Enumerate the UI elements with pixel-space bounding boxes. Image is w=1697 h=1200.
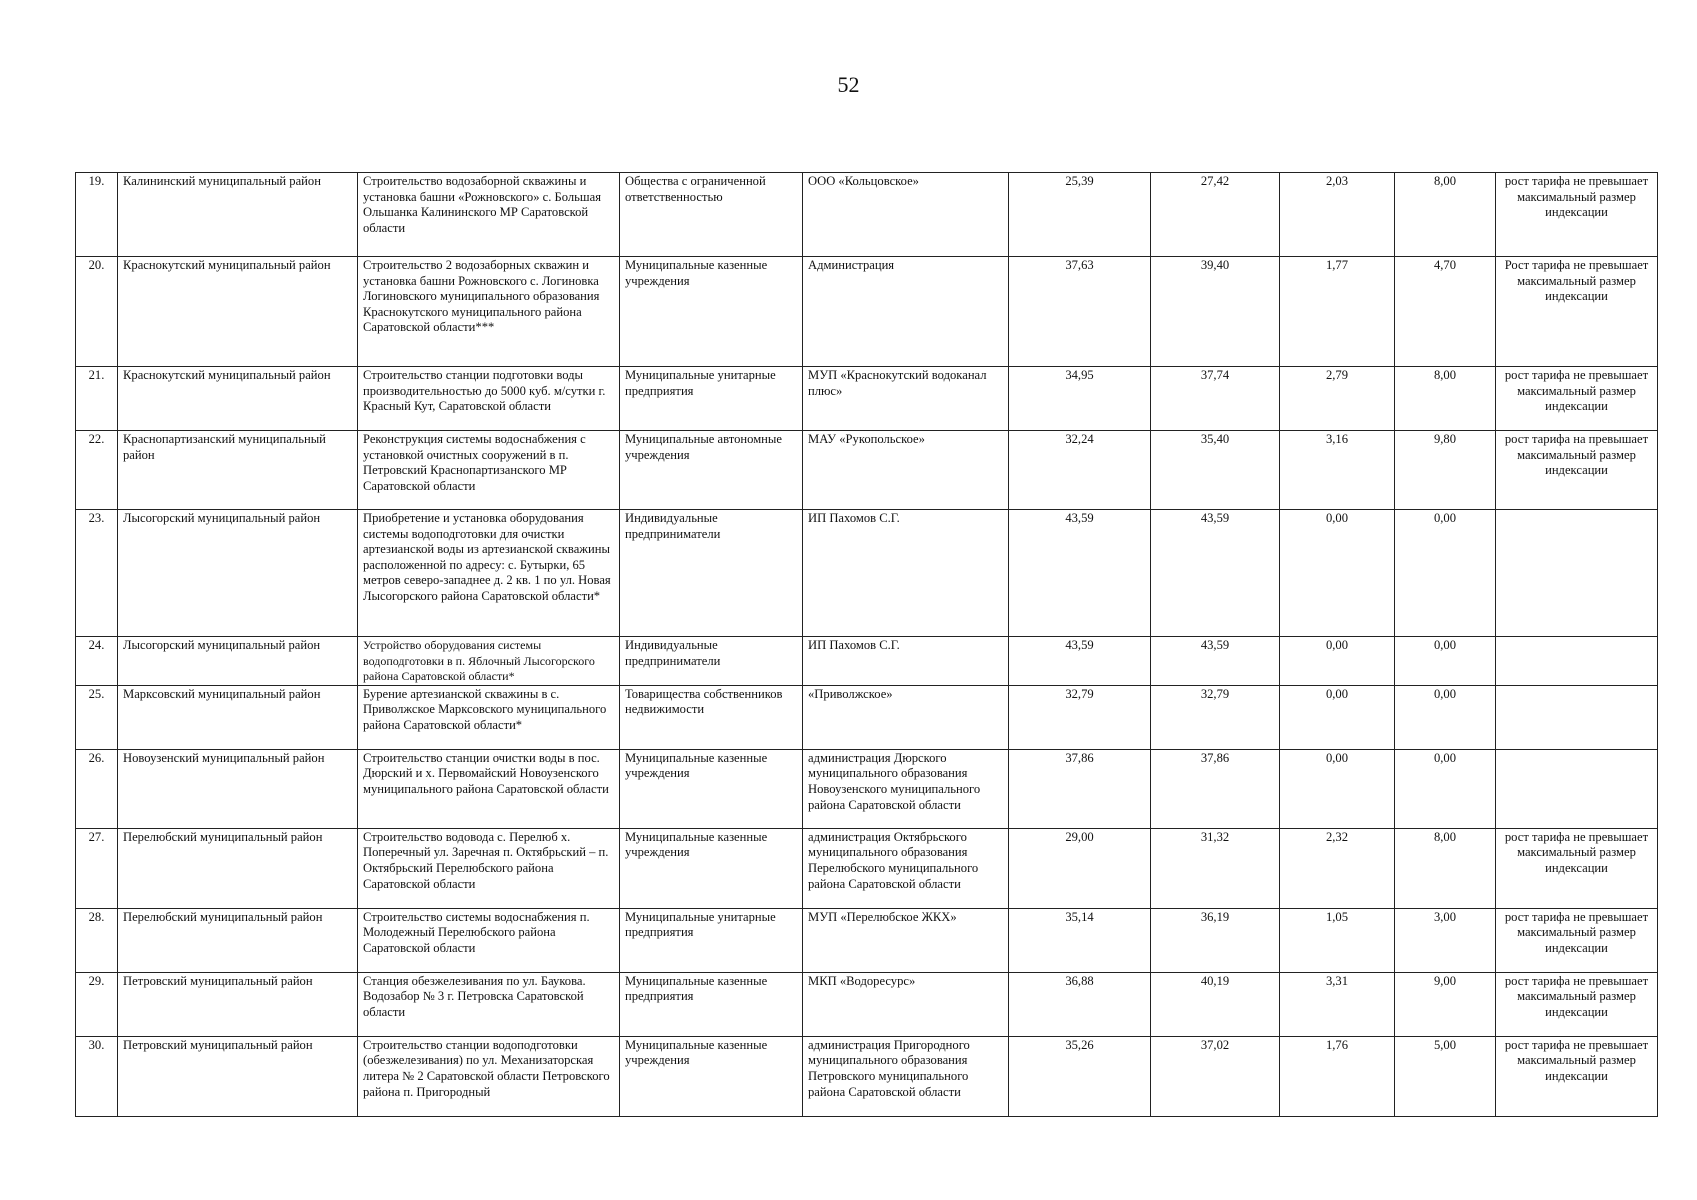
increase-abs-cell: 0,00 [1280, 510, 1395, 637]
org-form-cell: Муниципальные казенные учреждения [620, 257, 803, 367]
project-cell: Устройство оборудования системы водоподготовки в п. Яблочный Лысогорского района Саратовской области* [358, 637, 620, 686]
organization-cell: МУП «Краснокутский водоканал плюс» [803, 367, 1009, 431]
tariff-after-cell: 31,32 [1151, 828, 1280, 908]
note-cell [1496, 637, 1658, 686]
tariff-after-cell: 35,40 [1151, 431, 1280, 510]
district-cell: Лысогорский муниципальный район [118, 510, 358, 637]
note-cell: рост тарифа не превышает максимальный размер индексации [1496, 367, 1658, 431]
project-cell: Реконструкция системы водоснабжения с установкой очистных сооружений в п. Петровский Краснопартизанского МР Саратовской области [358, 431, 620, 510]
row-number: 24. [76, 637, 118, 686]
tariff-before-cell: 37,63 [1009, 257, 1151, 367]
note-cell: рост тарифа не превышает максимальный размер индексации [1496, 1036, 1658, 1116]
district-cell: Перелюбский муниципальный район [118, 828, 358, 908]
table-row [76, 367, 1658, 431]
increase-pct-cell: 9,80 [1395, 431, 1496, 510]
district-cell: Краснокутский муниципальный район [118, 367, 358, 431]
row-number: 22. [76, 431, 118, 510]
district-cell: Краснопартизанский муниципальный район [118, 431, 358, 510]
row-number: 27. [76, 828, 118, 908]
org-form-cell: Муниципальные казенные предприятия [620, 972, 803, 1036]
tariff-before-cell: 32,79 [1009, 685, 1151, 749]
row-number: 20. [76, 257, 118, 367]
org-form-cell: Муниципальные казенные учреждения [620, 1036, 803, 1116]
tariff-before-cell: 25,39 [1009, 173, 1151, 257]
increase-abs-cell: 2,32 [1280, 828, 1395, 908]
project-cell: Строительство водовода с. Перелюб х. Поперечный ул. Заречная п. Октябрьский – п. Октябрьский Перелюбского района Саратовской области [358, 828, 620, 908]
tariff-before-cell: 37,86 [1009, 749, 1151, 828]
table-row [76, 510, 1658, 637]
note-cell: рост тарифа на превышает максимальный размер индексации [1496, 431, 1658, 510]
increase-pct-cell: 9,00 [1395, 972, 1496, 1036]
district-cell: Перелюбский муниципальный район [118, 908, 358, 972]
note-cell: рост тарифа не превышает максимальный размер индексации [1496, 908, 1658, 972]
project-cell: Строительство станции очистки воды в пос. Дюрский и х. Первомайский Новоузенского муниципального района Саратовской области [358, 749, 620, 828]
row-number: 29. [76, 972, 118, 1036]
district-cell: Новоузенский муниципальный район [118, 749, 358, 828]
increase-abs-cell: 3,31 [1280, 972, 1395, 1036]
project-cell: Строительство станции водоподготовки (обезжелезивания) по ул. Механизаторская литера № 2 Саратовской области Петровского района п. Пригородный [358, 1036, 620, 1116]
project-cell: Строительство системы водоснабжения п. Молодежный Перелюбского района Саратовской области [358, 908, 620, 972]
page-number: 52 [837, 72, 860, 97]
org-form-cell: Индивидуальные предприниматели [620, 510, 803, 637]
increase-pct-cell: 0,00 [1395, 510, 1496, 637]
note-cell [1496, 510, 1658, 637]
org-form-cell: Муниципальные казенные учреждения [620, 828, 803, 908]
district-cell: Петровский муниципальный район [118, 1036, 358, 1116]
tariff-after-cell: 32,79 [1151, 685, 1280, 749]
tariff-after-cell: 37,86 [1151, 749, 1280, 828]
organization-cell: администрация Дюрского муниципального образования Новоузенского муниципального района Саратовской области [803, 749, 1009, 828]
table-row [76, 1036, 1658, 1116]
org-form-cell: Муниципальные автономные учреждения [620, 431, 803, 510]
note-cell: Рост тарифа не превышает максимальный размер индексации [1496, 257, 1658, 367]
organization-cell: Администрация [803, 257, 1009, 367]
tariff-before-cell: 35,14 [1009, 908, 1151, 972]
org-form-cell: Товарищества собственников недвижимости [620, 685, 803, 749]
row-number: 19. [76, 173, 118, 257]
table-row [76, 173, 1658, 257]
org-form-cell: Муниципальные унитарные предприятия [620, 367, 803, 431]
note-cell: рост тарифа не превышает максимальный размер индексации [1496, 972, 1658, 1036]
organization-cell: ИП Пахомов С.Г. [803, 510, 1009, 637]
organization-cell: МАУ «Рукопольское» [803, 431, 1009, 510]
tariff-before-cell: 36,88 [1009, 972, 1151, 1036]
row-number: 28. [76, 908, 118, 972]
organization-cell: МУП «Перелюбское ЖКХ» [803, 908, 1009, 972]
tariff-before-cell: 29,00 [1009, 828, 1151, 908]
table-row [76, 685, 1658, 749]
row-number: 23. [76, 510, 118, 637]
row-number: 25. [76, 685, 118, 749]
project-cell: Строительство водозаборной скважины и установка башни «Рожновского» с. Большая Ольшанка Калининского МР Саратовской области [358, 173, 620, 257]
tariff-table [75, 172, 1658, 1117]
increase-pct-cell: 8,00 [1395, 367, 1496, 431]
tariff-after-cell: 27,42 [1151, 173, 1280, 257]
district-cell: Лысогорский муниципальный район [118, 637, 358, 686]
row-number: 21. [76, 367, 118, 431]
org-form-cell: Муниципальные казенные учреждения [620, 749, 803, 828]
note-cell: рост тарифа не превышает максимальный размер индексации [1496, 828, 1658, 908]
project-cell: Приобретение и установка оборудования системы водоподготовки для очистки артезианской воды из артезианской скважины расположенной по адресу: с. Бутырки, 65 метров северо-западнее д. 2 кв. 1 по ул. Новая Лысогорского района Саратовской области* [358, 510, 620, 637]
tariff-after-cell: 43,59 [1151, 510, 1280, 637]
project-cell: Строительство 2 водозаборных скважин и установка башни Рожновского с. Логиновка Логиновского муниципального образования Краснокутского муниципального района Саратовской области*** [358, 257, 620, 367]
district-cell: Петровский муниципальный район [118, 972, 358, 1036]
increase-pct-cell: 8,00 [1395, 173, 1496, 257]
tariff-after-cell: 43,59 [1151, 637, 1280, 686]
tariff-before-cell: 43,59 [1009, 510, 1151, 637]
increase-abs-cell: 2,79 [1280, 367, 1395, 431]
organization-cell: ИП Пахомов С.Г. [803, 637, 1009, 686]
tariff-before-cell: 35,26 [1009, 1036, 1151, 1116]
increase-pct-cell: 3,00 [1395, 908, 1496, 972]
organization-cell: администрация Пригородного муниципального образования Петровского муниципального района Саратовской области [803, 1036, 1009, 1116]
table-row [76, 828, 1658, 908]
district-cell: Краснокутский муниципальный район [118, 257, 358, 367]
project-cell: Строительство станции подготовки воды производительностью до 5000 куб. м/сутки г. Красный Кут, Саратовской области [358, 367, 620, 431]
org-form-cell: Общества с ограниченной ответственностью [620, 173, 803, 257]
org-form-cell: Муниципальные унитарные предприятия [620, 908, 803, 972]
table-row [76, 749, 1658, 828]
increase-abs-cell: 2,03 [1280, 173, 1395, 257]
district-cell: Калининский муниципальный район [118, 173, 358, 257]
note-cell [1496, 685, 1658, 749]
increase-pct-cell: 0,00 [1395, 637, 1496, 686]
row-number: 30. [76, 1036, 118, 1116]
increase-pct-cell: 5,00 [1395, 1036, 1496, 1116]
increase-abs-cell: 3,16 [1280, 431, 1395, 510]
table-row [76, 637, 1658, 686]
increase-abs-cell: 1,77 [1280, 257, 1395, 367]
table-row [76, 908, 1658, 972]
tariff-before-cell: 43,59 [1009, 637, 1151, 686]
increase-abs-cell: 0,00 [1280, 749, 1395, 828]
note-cell [1496, 749, 1658, 828]
district-cell: Марксовский муниципальный район [118, 685, 358, 749]
increase-abs-cell: 1,05 [1280, 908, 1395, 972]
tariff-after-cell: 36,19 [1151, 908, 1280, 972]
increase-pct-cell: 0,00 [1395, 685, 1496, 749]
increase-pct-cell: 4,70 [1395, 257, 1496, 367]
organization-cell: ООО «Кольцовское» [803, 173, 1009, 257]
tariff-before-cell: 34,95 [1009, 367, 1151, 431]
increase-abs-cell: 1,76 [1280, 1036, 1395, 1116]
increase-abs-cell: 0,00 [1280, 685, 1395, 749]
tariff-before-cell: 32,24 [1009, 431, 1151, 510]
table-row [76, 972, 1658, 1036]
increase-abs-cell: 0,00 [1280, 637, 1395, 686]
project-cell: Станция обезжелезивания по ул. Баукова. Водозабор № 3 г. Петровска Саратовской области [358, 972, 620, 1036]
increase-pct-cell: 0,00 [1395, 749, 1496, 828]
project-cell: Бурение артезианской скважины в с. Приволжское Марксовского муниципального района Саратовской области* [358, 685, 620, 749]
tariff-after-cell: 37,02 [1151, 1036, 1280, 1116]
organization-cell: МКП «Водоресурс» [803, 972, 1009, 1036]
table-row [76, 257, 1658, 367]
organization-cell: «Приволжское» [803, 685, 1009, 749]
tariff-after-cell: 40,19 [1151, 972, 1280, 1036]
organization-cell: администрация Октябрьского муниципального образования Перелюбского муниципального района Саратовской области [803, 828, 1009, 908]
note-cell: рост тарифа не превышает максимальный размер индексации [1496, 173, 1658, 257]
table-row [76, 431, 1658, 510]
org-form-cell: Индивидуальные предприниматели [620, 637, 803, 686]
increase-pct-cell: 8,00 [1395, 828, 1496, 908]
row-number: 26. [76, 749, 118, 828]
tariff-after-cell: 39,40 [1151, 257, 1280, 367]
tariff-after-cell: 37,74 [1151, 367, 1280, 431]
